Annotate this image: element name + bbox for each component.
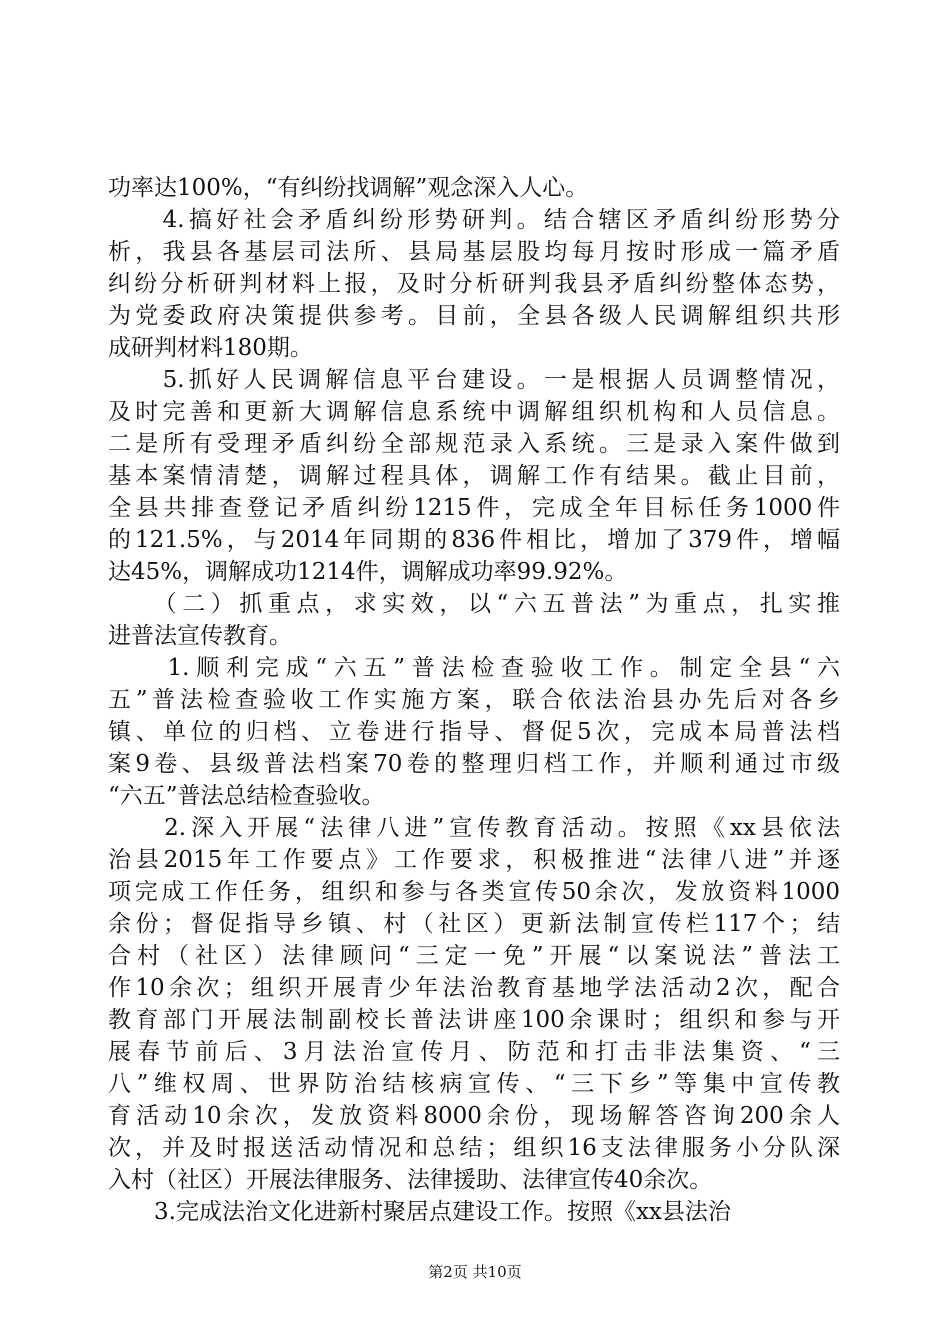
- text-line: 的121.5%，与2014年同期的836件相比，增加了379件，增幅: [108, 527, 840, 553]
- text-line: 五”普法检查验收工作实施方案，联合依法治县办先后对各乡: [108, 687, 840, 713]
- text-line: 入村（社区）开展法律服务、法律援助、法律宣传40余次。: [108, 1167, 713, 1193]
- text-line: 育活动10余次，发放资料8000余份，现场解答咨询200余人: [108, 1103, 840, 1129]
- text-line: 5.抓好人民调解信息平台建设。一是根据人员调整情况，: [108, 367, 840, 393]
- text-line: 成研判材料180期。: [108, 335, 313, 361]
- text-line: 析，我县各基层司法所、县局基层股均每月按时形成一篇矛盾: [108, 239, 840, 265]
- text-line: 及时完善和更新大调解信息系统中调解组织机构和人员信息。: [108, 399, 840, 425]
- text-line: 基本案情清楚，调解过程具体，调解工作有结果。截止目前，: [108, 463, 840, 489]
- text-line: 1.顺利完成“六五”普法检查验收工作。制定全县“六: [108, 655, 840, 681]
- text-line: 镇、单位的归档、立卷进行指导、督促5次，完成本局普法档: [108, 719, 840, 745]
- text-line: 2.深入开展“法律八进”宣传教育活动。按照《xx县依法: [108, 815, 840, 841]
- text-line: 次，并及时报送活动情况和总结；组织16支法律服务小分队深: [108, 1135, 840, 1161]
- text-line: 余份；督促指导乡镇、村（社区）更新法制宣传栏117个；结: [108, 911, 840, 937]
- text-line: 案9卷、县级普法档案70卷的整理归档工作，并顺利通过市级: [108, 751, 840, 777]
- text-line: 项完成工作任务，组织和参与各类宣传50余次，发放资料1000: [108, 879, 840, 905]
- text-line: 合村（社区）法律顾问“三定一免”开展“以案说法”普法工: [108, 943, 840, 969]
- text-line: “六五”普法总结检查验收。: [108, 783, 385, 809]
- text-line: 进普法宣传教育。: [108, 623, 292, 649]
- text-line: 3.完成法治文化进新村聚居点建设工作。按照《xx县法治: [108, 1199, 731, 1225]
- text-line: 教育部门开展法制副校长普法讲座100余课时；组织和参与开: [108, 1007, 840, 1033]
- text-line: 4.搞好社会矛盾纠纷形势研判。结合辖区矛盾纠纷形势分: [108, 207, 840, 233]
- text-line: 纠纷分析研判材料上报，及时分析研判我县矛盾纠纷整体态势，: [108, 271, 840, 297]
- text-line: 作10余次；组织开展青少年法治教育基地学法活动2次，配合: [108, 975, 840, 1001]
- page-number-footer: 第2页 共10页: [428, 1263, 522, 1281]
- text-line: 达45%，调解成功1214件，调解成功率99.92%。: [108, 559, 628, 585]
- text-line: （二）抓重点，求实效，以“六五普法”为重点，扎实推: [108, 591, 840, 617]
- text-line: 全县共排查登记矛盾纠纷1215件，完成全年目标任务1000件: [108, 495, 840, 521]
- text-line: 治县2015年工作要点》工作要求，积极推进“法律八进”并逐: [108, 847, 840, 873]
- text-line: 二是所有受理矛盾纠纷全部规范录入系统。三是录入案件做到: [108, 431, 840, 457]
- text-line: 为党委政府决策提供参考。目前，全县各级人民调解组织共形: [108, 303, 840, 329]
- text-line: 功率达100%，“有纠纷找调解”观念深入人心。: [108, 175, 589, 201]
- text-line: 展春节前后、3月法治宣传月、防范和打击非法集资、“三: [108, 1039, 840, 1065]
- text-line: 八”维权周、世界防治结核病宣传、“三下乡”等集中宣传教: [108, 1071, 840, 1097]
